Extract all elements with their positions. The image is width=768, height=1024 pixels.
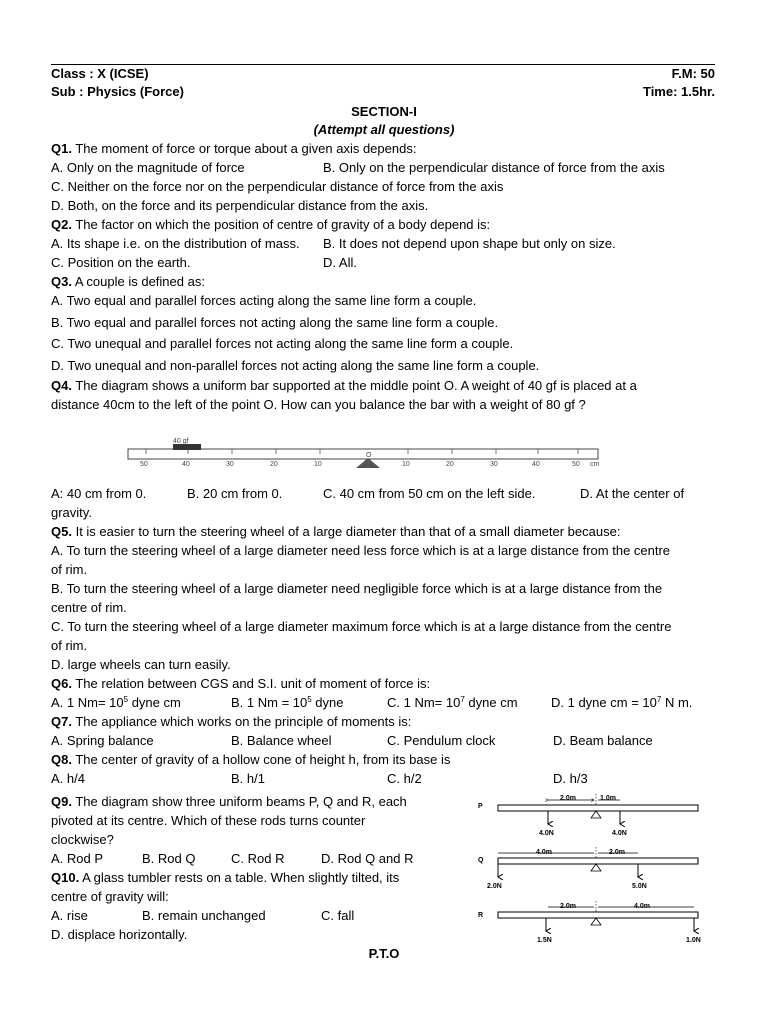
- q5-option-b: B. To turn the steering wheel of a large diameter need negligible force which is at a large distance from the: [51, 581, 663, 596]
- time-allowed: Time: 1.5hr.: [642, 84, 715, 99]
- q4-tick-label: 50: [140, 461, 148, 468]
- q2-option-c: C. Position on the earth.: [51, 255, 191, 270]
- q2-option-d: D. All.: [323, 255, 357, 270]
- q8-option-b: B. h/1: [231, 771, 265, 786]
- beam-p-right-force: 4.0N: [612, 830, 627, 837]
- beam-q-left-dist: 4.0m: [536, 849, 552, 856]
- beam-r-left-force: 1.5N: [537, 937, 552, 944]
- q5-option-b-cont: centre of rim.: [51, 600, 127, 615]
- q4-tick-label: 10: [402, 461, 410, 468]
- beam-p-bar: [498, 805, 698, 811]
- q4-tick-label: 30: [490, 461, 498, 468]
- q5-stem: Q5. It is easier to turn the steering wheel of a large diameter than that of a small diameter because:: [51, 524, 621, 539]
- q4-tick-label: cm: [590, 461, 600, 468]
- q7-option-b: B. Balance wheel: [231, 733, 332, 748]
- q6-option-a: A. 1 $Nm= 10^5$ dyne cm: [51, 695, 181, 710]
- pto-label: P.T.O: [368, 946, 400, 961]
- q8-option-a: A. h/4: [51, 771, 85, 786]
- q3-option-a: A. Two equal and parallel forces acting along the same line form a couple.: [51, 293, 477, 308]
- q5-option-d: D. large wheels can turn easily.: [51, 657, 231, 672]
- beam-p-right-dist: 1.0m: [600, 795, 616, 802]
- q5-option-c-cont: of rim.: [51, 638, 88, 653]
- q4-tick-label: 40: [532, 461, 540, 468]
- beam-q-pivot: [591, 864, 601, 871]
- q3-option-b: B. Two equal and parallel forces not acting along the same line form a couple.: [51, 315, 499, 330]
- subject-label: Sub : Physics (Force): [51, 84, 184, 99]
- q2-stem: Q2. The factor on which the position of centre of gravity of a body depend is:: [51, 217, 491, 232]
- q3-stem: Q3. A couple is defined as:: [51, 274, 205, 289]
- q7-option-a: A. Spring balance: [51, 733, 154, 748]
- q7-stem: Q7. The appliance which works on the principle of moments is:: [51, 714, 412, 729]
- q10-stem-line2: centre of gravity will:: [51, 889, 169, 904]
- q4-tick-label: 10: [314, 461, 322, 468]
- q9-stem-line3: clockwise?: [51, 832, 114, 847]
- q6-option-c: C. 1 $Nm= 10^7$ dyne cm: [387, 695, 518, 710]
- q4-tick-label: 20: [270, 461, 278, 468]
- q1-option-d: D. Both, on the force and its perpendicular distance from the axis.: [51, 198, 429, 213]
- q4-option-b: B. 20 cm from 0.: [187, 486, 283, 501]
- class-label: Class : X (ICSE): [51, 66, 149, 81]
- q5-option-a: A. To turn the steering wheel of a large diameter need less force which is at a large distance from the centre: [51, 543, 671, 558]
- beam-p-pivot: [591, 811, 601, 818]
- beam-p-left-force: 4.0N: [539, 830, 554, 837]
- q1-option-b: B. Only on the perpendicular distance of force from the axis: [323, 160, 665, 175]
- q7-option-c: C. Pendulum clock: [387, 733, 496, 748]
- header-rule: [51, 64, 715, 65]
- beam-q-right-dist: 2.0m: [609, 849, 625, 856]
- q4-pivot-label: O: [366, 452, 372, 459]
- beam-p-label: P: [478, 803, 483, 810]
- q4-weight-label: 40 gf: [173, 438, 189, 445]
- q2-option-a: A. Its shape i.e. on the distribution of mass.: [51, 236, 300, 251]
- q4-tick-label: 50: [572, 461, 580, 468]
- q1-option-c: C. Neither on the force nor on the perpendicular distance of force from the axis: [51, 179, 504, 194]
- q9-option-a: A. Rod P: [51, 851, 104, 866]
- section-title: SECTION-I: [351, 104, 417, 119]
- section-instruction: (Attempt all questions): [313, 122, 455, 137]
- q1-option-a: A. Only on the magnitude of force: [51, 160, 245, 175]
- q4-stem-line2: distance 40cm to the left of the point O. How can you balance the bar with a weight of 80 gf ?: [51, 397, 586, 412]
- q4-tick-label: 20: [446, 461, 454, 468]
- q4-option-c: C. 40 cm from 50 cm on the left side.: [323, 486, 536, 501]
- q10-option-d: D. displace horizontally.: [51, 927, 188, 942]
- q2-option-b: B. It does not depend upon shape but only on size.: [323, 236, 616, 251]
- q9-stem-line1: Q9. The diagram show three uniform beams P, Q and R, each: [51, 794, 407, 809]
- q4-stem-line1: Q4. The diagram shows a uniform bar supported at the middle point O. A weight of 40 gf is placed at a: [51, 378, 637, 393]
- q8-option-c: C. h/2: [387, 771, 422, 786]
- beam-q-left-force: 2.0N: [487, 883, 502, 890]
- q7-option-d: D. Beam balance: [553, 733, 653, 748]
- q4-bar-diagram: [126, 436, 616, 470]
- full-marks: F.M: 50: [671, 66, 715, 81]
- q3-option-c: C. Two unequal and parallel forces not acting along the same line form a couple.: [51, 336, 514, 351]
- beam-r-pivot: [591, 918, 601, 925]
- beam-p-left-dist: 2.0m: [560, 795, 576, 802]
- q6-stem: Q6. The relation between CGS and S.I. unit of moment of force is:: [51, 676, 431, 691]
- q4-option-d: D. At the center of: [580, 486, 685, 501]
- q8-option-d: D. h/3: [553, 771, 588, 786]
- q10-option-b: B. remain unchanged: [142, 908, 266, 923]
- beam-r-bar: [498, 912, 698, 918]
- q5-option-a-cont: of rim.: [51, 562, 88, 577]
- beam-q-bar: [498, 858, 698, 864]
- q9-option-b: B. Rod Q: [142, 851, 196, 866]
- q10-stem-line1: Q10. A glass tumbler rests on a table. When slightly tilted, its: [51, 870, 400, 885]
- beam-q-right-force: 5.0N: [632, 883, 647, 890]
- q6-option-b: B. 1 $Nm = 10^5$ dyne: [231, 695, 344, 710]
- beam-p: [478, 794, 698, 837]
- q4-option-a: A: 40 cm from 0.: [51, 486, 147, 501]
- q9-stem-line2: pivoted at its centre. Which of these rods turns counter: [51, 813, 366, 828]
- q10-option-a: A. rise: [51, 908, 88, 923]
- q9-option-c: C. Rod R: [231, 851, 285, 866]
- q4-tick-label: 40: [182, 461, 190, 468]
- q4-bar: [128, 449, 598, 459]
- beam-r-right-dist: 4.0m: [634, 903, 650, 910]
- q9-beams-diagram: [472, 788, 718, 948]
- q6-option-d: D. 1 dyne cm = $10^7$ N m.: [551, 695, 693, 710]
- q8-stem: Q8. The center of gravity of a hollow cone of height h, from its base is: [51, 752, 451, 767]
- q9-option-d: D. Rod Q and R: [321, 851, 414, 866]
- beam-r-left-dist: 2.0m: [560, 903, 576, 910]
- beam-q-label: Q: [478, 857, 484, 864]
- beam-r-label: R: [478, 912, 484, 919]
- q3-option-d: D. Two unequal and non-parallel forces not acting along the same line form a couple.: [51, 358, 540, 373]
- q5-option-c: C. To turn the steering wheel of a large diameter maximum force which is at a large distance from the centre: [51, 619, 672, 634]
- beam-r: [478, 901, 701, 944]
- q4-option-d-cont: gravity.: [51, 505, 92, 520]
- q10-option-c: C. fall: [321, 908, 355, 923]
- beam-r-right-force: 1.0N: [686, 937, 701, 944]
- q1-stem: Q1. The moment of force or torque about a given axis depends:: [51, 141, 417, 156]
- beam-q: [478, 847, 698, 890]
- q4-tick-label: 30: [226, 461, 234, 468]
